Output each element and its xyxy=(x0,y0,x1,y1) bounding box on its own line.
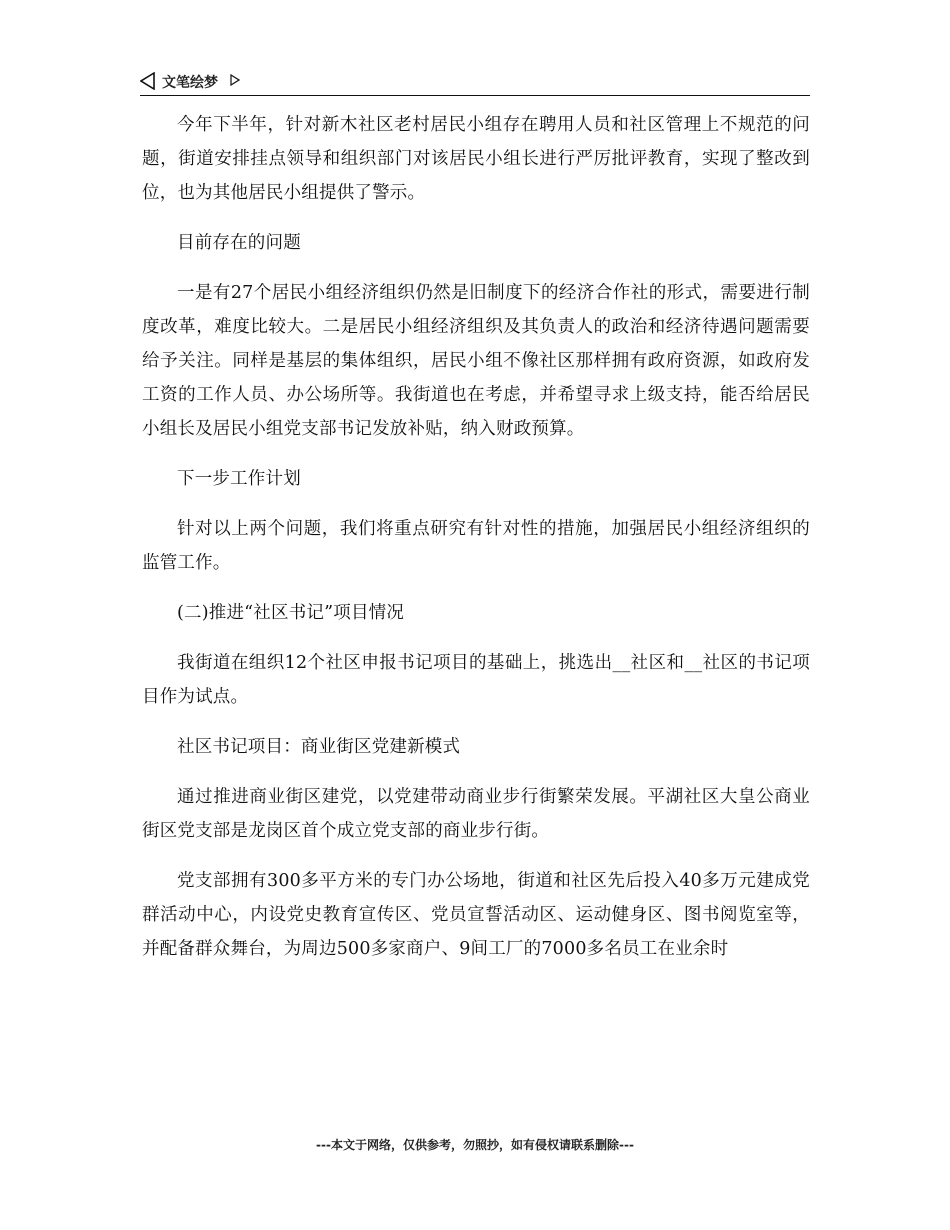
right-triangle-icon xyxy=(230,74,240,86)
section-heading: 社区书记项目：商业街区党建新模式 xyxy=(177,737,461,757)
footer-disclaimer: ---本文于网络，仅供参考，勿照抄，如有侵权请联系删除--- xyxy=(316,1138,634,1152)
section-heading: 目前存在的问题 xyxy=(177,233,301,253)
header-divider xyxy=(140,95,810,96)
page-header xyxy=(140,70,810,94)
paragraph: 我街道在组织12个社区申报书记项目的基础上，挑选出__社区和__社区的书记项目作为试点。 xyxy=(142,653,810,707)
header-title: 文笔绘梦 xyxy=(162,75,218,91)
document-body xyxy=(142,100,810,966)
section-heading: (二)推进“社区书记”项目情况 xyxy=(177,603,405,623)
paragraph: 一是有27个居民小组经济组织仍然是旧制度下的经济合作社的形式，需要进行制度改革，难度比较大。二是居民小组经济组织及其负责人的政治和经济待遇问题需要给予关注。同样是基层的集体组织，居民小组不像社区那样拥有政府资源，如政府发工资的工作人员、办公场所等。我街道也在考虑，并希望寻求上级支持，能否给居民小组长及居民小组党支部书记发放补贴，纳入财政预算。 xyxy=(142,283,810,439)
left-triangle-icon xyxy=(140,72,156,90)
section-heading: 下一步工作计划 xyxy=(177,469,301,489)
paragraph: 党支部拥有300多平方米的专门办公场地，街道和社区先后投入40多万元建成党群活动中心，内设党史教育宣传区、党员宣誓活动区、运动健身区、图书阅览室等，并配备群众舞台，为周边500多家商户、9间工厂的7000多名员工在业余时 xyxy=(142,871,810,959)
paragraph: 今年下半年，针对新木社区老村居民小组存在聘用人员和社区管理上不规范的问题，街道安排挂点领导和组织部门对该居民小组长进行严厉批评教育，实现了整改到位，也为其他居民小组提供了警示。 xyxy=(142,115,810,203)
paragraph: 针对以上两个问题，我们将重点研究有针对性的措施，加强居民小组经济组织的监管工作。 xyxy=(142,519,810,573)
paragraph: 通过推进商业街区建党，以党建带动商业步行街繁荣发展。平湖社区大皇公商业街区党支部是龙岗区首个成立党支部的商业步行街。 xyxy=(142,787,810,841)
